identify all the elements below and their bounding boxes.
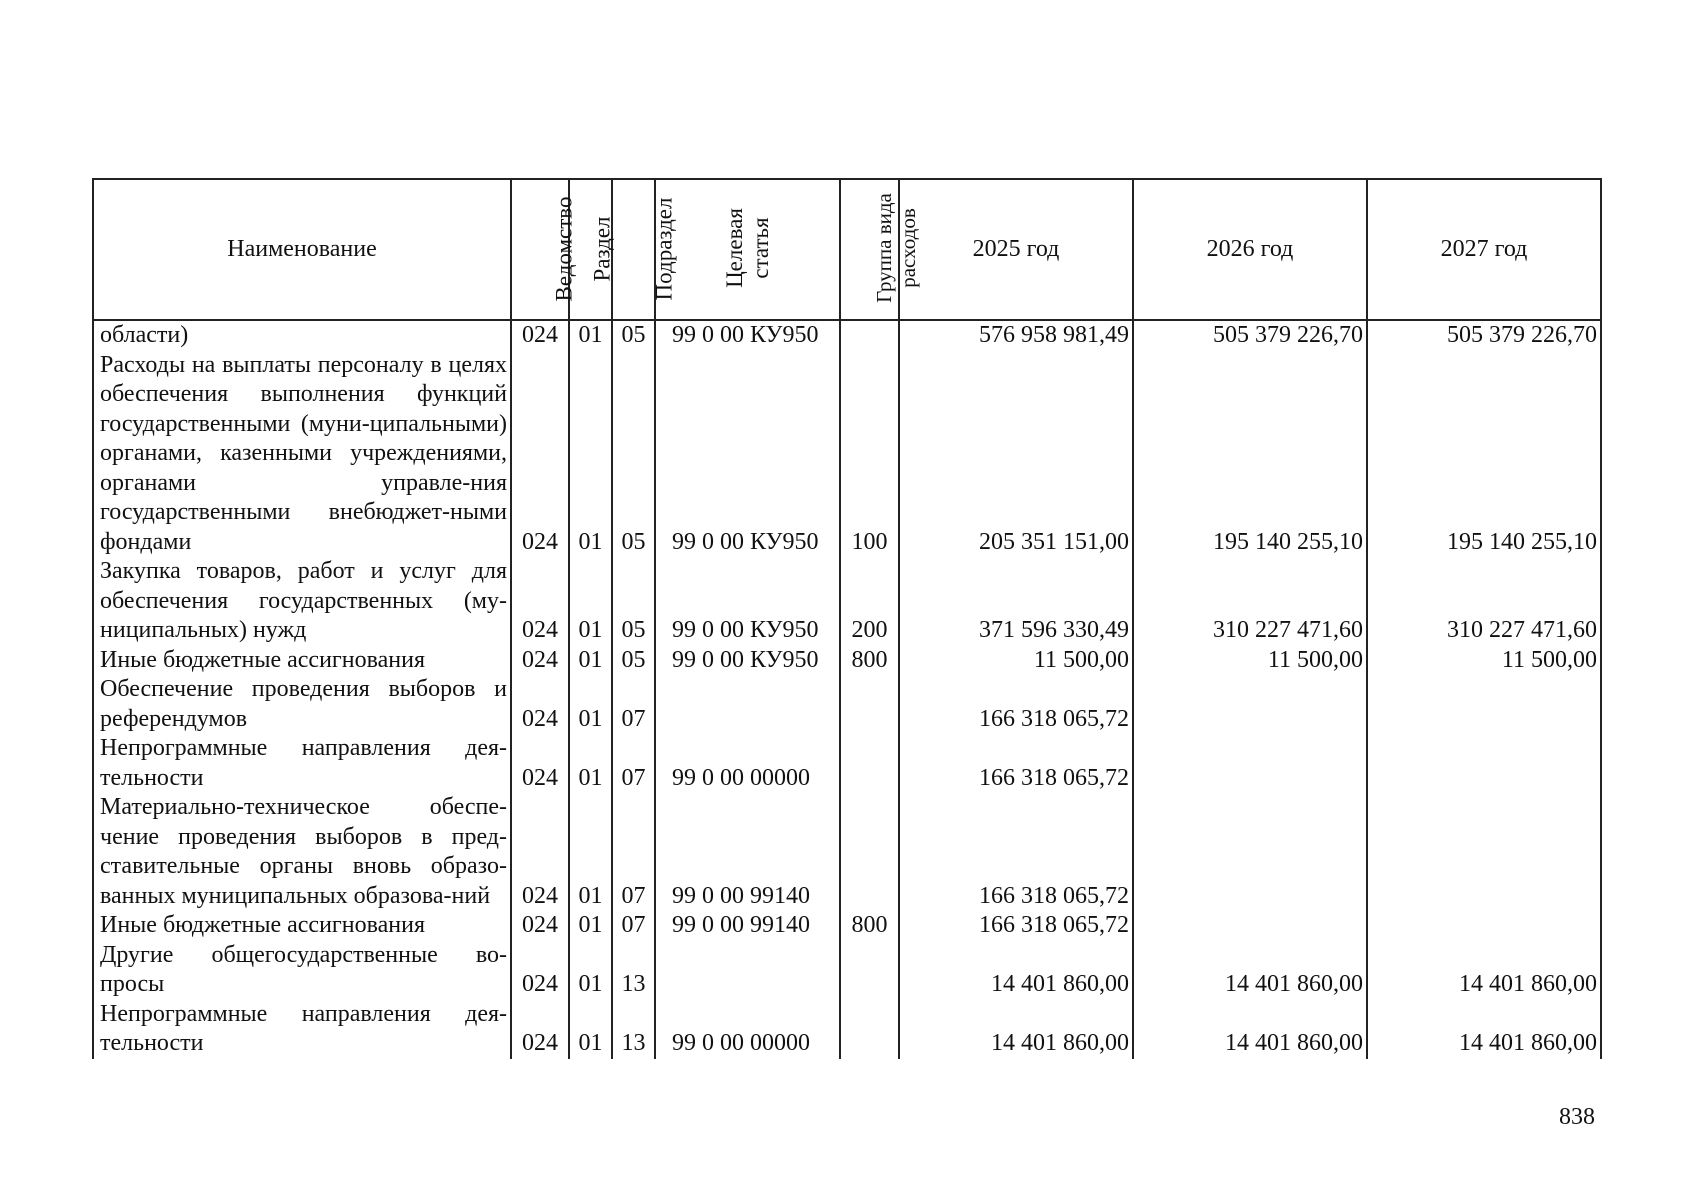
cell-vedomstvo: 024 (511, 646, 569, 676)
cell-razdel: 01 (569, 557, 612, 646)
cell-2026: 310 227 471,60 (1133, 557, 1367, 646)
cell-gruppa (840, 793, 899, 911)
header-podrazdel (612, 179, 677, 320)
cell-celevaya-statya: 99 0 00 КУ950 (655, 557, 840, 646)
cell-gruppa: 100 (840, 351, 899, 558)
cell-gruppa (840, 320, 899, 351)
cell-2027 (1367, 793, 1601, 911)
cell-name: Непрограммные направления дея-тельности (93, 1000, 511, 1059)
header-celevaya-statya-label (721, 208, 773, 288)
header-name (93, 179, 511, 320)
cell-name: Расходы на выплаты персоналу в целях обеспечения выполнения функций государственными (муни-ципальными) органами, казенными учреждениями, органами управле-ния государственными внебюджет-ными фондами (93, 351, 511, 558)
cell-gruppa (840, 941, 899, 1000)
cell-razdel: 01 (569, 911, 612, 941)
cell-gruppa: 800 (840, 911, 899, 941)
cell-2027: 195 140 255,10 (1367, 351, 1601, 558)
cell-celevaya-statya: 99 0 00 КУ950 (655, 351, 840, 558)
cell-podrazdel: 13 (612, 1000, 655, 1059)
header-celevaya-line2: статья (747, 217, 773, 279)
header-celevaya-line1: Целевая (721, 208, 747, 289)
cell-razdel: 01 (569, 675, 612, 734)
cell-2026 (1133, 675, 1367, 734)
cell-gruppa: 800 (840, 646, 899, 676)
table-row (93, 793, 1601, 911)
cell-celevaya-statya: 99 0 00 КУ950 (655, 320, 840, 351)
table-row (93, 351, 1601, 558)
cell-celevaya-statya: 99 0 00 КУ950 (655, 646, 840, 676)
table-row (93, 911, 1601, 941)
cell-name: Материально-техническое обеспе-чение проведения выборов в пред-ставительные органы вновь образо-ванных муниципальных образова-ний (93, 793, 511, 911)
budget-table (92, 178, 1602, 1059)
cell-razdel: 01 (569, 1000, 612, 1059)
cell-2027: 505 379 226,70 (1367, 320, 1601, 351)
cell-celevaya-statya: 99 0 00 00000 (655, 734, 840, 793)
cell-razdel: 01 (569, 320, 612, 351)
header-row (93, 179, 1601, 320)
cell-podrazdel: 05 (612, 557, 655, 646)
page-number: 838 (1559, 1104, 1595, 1130)
cell-2025: 166 318 065,72 (899, 675, 1133, 734)
header-gruppa-vida-rashodov (840, 179, 920, 320)
cell-2026 (1133, 734, 1367, 793)
cell-2026 (1133, 793, 1367, 911)
cell-2025: 14 401 860,00 (899, 941, 1133, 1000)
cell-2025: 371 596 330,49 (899, 557, 1133, 646)
cell-2025: 11 500,00 (899, 646, 1133, 676)
cell-podrazdel: 07 (612, 911, 655, 941)
cell-2027: 14 401 860,00 (1367, 1000, 1601, 1059)
budget-table-container (92, 178, 1599, 1093)
cell-2025: 166 318 065,72 (899, 734, 1133, 793)
header-razdel-label: Раздел (589, 216, 615, 282)
cell-2027: 310 227 471,60 (1367, 557, 1601, 646)
cell-2026: 11 500,00 (1133, 646, 1367, 676)
cell-razdel: 01 (569, 793, 612, 911)
cell-name: Закупка товаров, работ и услуг для обеспечения государственных (му-ниципальных) нужд (93, 557, 511, 646)
cell-celevaya-statya: 99 0 00 99140 (655, 793, 840, 911)
cell-podrazdel: 07 (612, 734, 655, 793)
cell-vedomstvo: 024 (511, 734, 569, 793)
cell-podrazdel: 07 (612, 675, 655, 734)
cell-gruppa (840, 675, 899, 734)
cell-vedomstvo: 024 (511, 320, 569, 351)
table-row (93, 557, 1601, 646)
cell-vedomstvo: 024 (511, 793, 569, 911)
cell-2026: 195 140 255,10 (1133, 351, 1367, 558)
cell-vedomstvo: 024 (511, 1000, 569, 1059)
cell-2026: 14 401 860,00 (1133, 1000, 1367, 1059)
table-row (93, 734, 1601, 793)
header-razdel (569, 179, 615, 320)
cell-vedomstvo: 024 (511, 351, 569, 558)
header-name-label: Наименование (227, 235, 377, 262)
table-row (93, 675, 1601, 734)
cell-gruppa (840, 1000, 899, 1059)
cell-name: Иные бюджетные ассигнования (93, 646, 511, 676)
header-gruppa-line1: Группа вида (871, 192, 896, 303)
cell-2027 (1367, 675, 1601, 734)
cell-2025: 166 318 065,72 (899, 793, 1133, 911)
cell-name: Непрограммные направления дея-тельности (93, 734, 511, 793)
cell-2027: 14 401 860,00 (1367, 941, 1601, 1000)
cell-2027: 11 500,00 (1367, 646, 1601, 676)
cell-name: Другие общегосударственные во-просы (93, 941, 511, 1000)
table-body (93, 320, 1601, 1059)
table-header (93, 179, 1601, 320)
cell-podrazdel: 07 (612, 793, 655, 911)
cell-razdel: 01 (569, 646, 612, 676)
cell-celevaya-statya (655, 675, 840, 734)
cell-razdel: 01 (569, 734, 612, 793)
cell-2026 (1133, 911, 1367, 941)
cell-name: области) (93, 320, 511, 351)
cell-2025: 166 318 065,72 (899, 911, 1133, 941)
cell-celevaya-statya (655, 941, 840, 1000)
cell-razdel: 01 (569, 351, 612, 558)
header-gruppa-line2: расходов (895, 207, 920, 288)
cell-2026: 14 401 860,00 (1133, 941, 1367, 1000)
cell-vedomstvo: 024 (511, 911, 569, 941)
cell-razdel: 01 (569, 941, 612, 1000)
cell-vedomstvo: 024 (511, 675, 569, 734)
header-celevaya-statya (655, 179, 840, 320)
header-vedomstvo (511, 179, 577, 320)
cell-vedomstvo: 024 (511, 557, 569, 646)
cell-podrazdel: 05 (612, 351, 655, 558)
header-year-2027 (1367, 179, 1601, 320)
cell-podrazdel: 05 (612, 646, 655, 676)
cell-gruppa (840, 734, 899, 793)
table-row (93, 1000, 1601, 1059)
cell-name: Иные бюджетные ассигнования (93, 911, 511, 941)
cell-vedomstvo: 024 (511, 941, 569, 1000)
table-row (93, 941, 1601, 1000)
cell-gruppa: 200 (840, 557, 899, 646)
header-vedomstvo-label: Ведомство (551, 196, 577, 302)
cell-2027 (1367, 911, 1601, 941)
cell-2025: 205 351 151,00 (899, 351, 1133, 558)
header-year-2026-label: 2026 год (1206, 235, 1294, 262)
cell-2025: 14 401 860,00 (899, 1000, 1133, 1059)
cell-2025: 576 958 981,49 (899, 320, 1133, 351)
header-year-2025-label: 2025 год (972, 235, 1060, 262)
cell-celevaya-statya: 99 0 00 99140 (655, 911, 840, 941)
header-year-2026 (1133, 179, 1367, 320)
cell-podrazdel: 13 (612, 941, 655, 1000)
table-row (93, 646, 1601, 676)
cell-podrazdel: 05 (612, 320, 655, 351)
cell-2027 (1367, 734, 1601, 793)
cell-2026: 505 379 226,70 (1133, 320, 1367, 351)
cell-celevaya-statya: 99 0 00 00000 (655, 1000, 840, 1059)
cell-name: Обеспечение проведения выборов и референдумов (93, 675, 511, 734)
header-podrazdel-label: Подраздел (651, 197, 677, 301)
header-year-2025 (899, 179, 1133, 320)
table-row (93, 320, 1601, 351)
header-year-2027-label: 2027 год (1440, 235, 1528, 262)
